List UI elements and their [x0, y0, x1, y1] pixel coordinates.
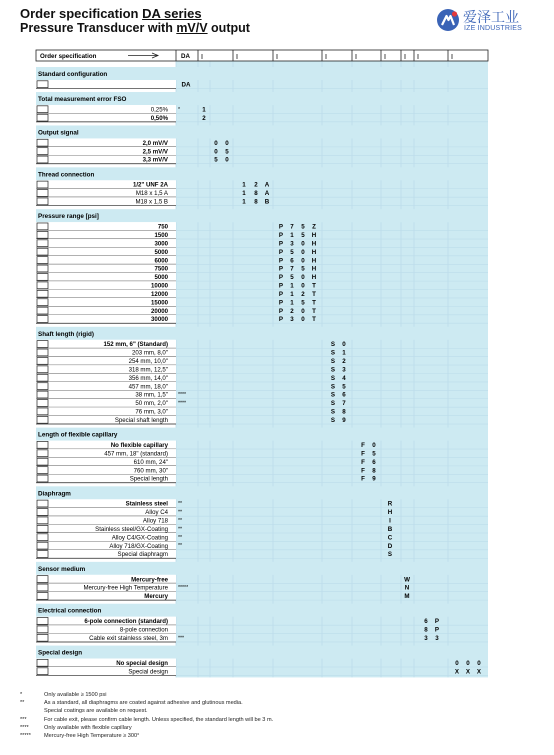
- option-label: M18 x 1,5 B: [135, 198, 168, 206]
- order-code-char: 6: [290, 257, 294, 265]
- section-header-band: [36, 209, 488, 222]
- option-label: 0,25%: [150, 106, 168, 114]
- order-code-char: 1: [290, 290, 294, 298]
- row-label-cell: [36, 80, 176, 88]
- order-code-char: 0: [477, 659, 481, 667]
- order-code-char: R: [387, 500, 393, 508]
- document-title: Order specification DA series: [20, 6, 202, 21]
- order-code-char: 0: [342, 341, 346, 349]
- order-code-char: 2: [301, 290, 305, 298]
- order-code-char: S: [330, 366, 336, 374]
- footnote-mark: *: [20, 692, 23, 698]
- section-title: Pressure range [psi]: [38, 213, 99, 221]
- order-code-char: 5: [301, 232, 305, 239]
- option-label: Alloy C4/GX-Coating: [111, 534, 168, 542]
- option-label: Special design: [128, 668, 168, 676]
- order-code-char: F: [361, 442, 365, 450]
- section-title: Sensor medium: [38, 565, 86, 573]
- option-label: 12000: [151, 290, 168, 298]
- option-checkbox: [37, 500, 48, 507]
- option-checkbox: [37, 593, 48, 600]
- option-checkbox: [37, 316, 48, 323]
- row-label-cell: [36, 222, 176, 230]
- order-code-char: T: [312, 290, 316, 298]
- option-label: Mercury-free High Temperature: [83, 584, 168, 592]
- option-checkbox: [37, 626, 48, 633]
- option-label: 8-pole connection: [119, 626, 168, 634]
- order-code-char: 4: [342, 374, 346, 382]
- section-title: Diaphragm: [38, 490, 71, 498]
- section-header-band: [36, 125, 488, 138]
- section-header-band: [36, 646, 488, 659]
- option-label: 3,3 mV/V: [142, 156, 168, 164]
- option-checkbox: [37, 290, 48, 297]
- order-code-char: P: [278, 299, 284, 307]
- order-code-char: 1: [342, 349, 346, 357]
- option-footnote-mark: *****: [178, 585, 189, 592]
- option-label: 50 mm, 2,0": [135, 400, 168, 408]
- order-code-char: 0: [301, 316, 305, 324]
- option-checkbox: [37, 576, 48, 583]
- order-code-char: 0: [225, 156, 229, 164]
- option-label: 356 mm, 14,0": [128, 374, 168, 382]
- order-code-char: H: [311, 274, 317, 282]
- option-checkbox: [37, 114, 48, 121]
- order-code-char: 0: [301, 240, 305, 248]
- order-code-char: P: [434, 618, 440, 626]
- order-code-char: N: [404, 584, 410, 592]
- order-code-char: 5: [214, 156, 218, 164]
- order-code-char: S: [330, 383, 336, 391]
- footnote-text: Mercury-free High Temperature ≥ 300°: [44, 733, 140, 740]
- option-checkbox: [37, 416, 48, 423]
- order-code-char: 3: [342, 366, 346, 374]
- order-code-char: W: [404, 576, 410, 584]
- order-code-char: 8: [342, 408, 346, 416]
- option-footnote-mark: **: [178, 509, 183, 516]
- order-code-char: 1: [242, 190, 246, 198]
- order-code-char: T: [312, 299, 316, 307]
- option-label: 6000: [154, 257, 168, 265]
- order-code-char: DA: [181, 81, 191, 89]
- option-label: 760 mm, 30": [133, 467, 168, 475]
- order-code-char: H: [311, 265, 317, 273]
- option-label: 610 mm, 24": [133, 458, 168, 466]
- order-code-char: S: [330, 408, 336, 416]
- section-header-band: [36, 562, 488, 575]
- section-title: Output signal: [38, 129, 79, 137]
- section-title: Standard configuration: [38, 71, 108, 78]
- order-code-char: P: [278, 282, 284, 290]
- option-checkbox: [37, 223, 48, 230]
- option-label: Cable exit stainless steel, 3m: [89, 634, 168, 642]
- option-checkbox: [37, 257, 48, 264]
- option-label: Mercury: [144, 593, 168, 601]
- section-title: Electrical connection: [38, 607, 102, 615]
- option-label: Alloy 718/GX-Coating: [109, 542, 168, 550]
- order-code-char: D: [387, 542, 393, 550]
- footnote-text: Only available ≥ 1500 psi: [44, 692, 107, 698]
- order-code-char: 8: [424, 626, 428, 634]
- option-label: 2,5 mV/V: [142, 148, 168, 156]
- footnote-text: Only available with flexible capillary: [44, 725, 132, 731]
- option-footnote-mark: **: [178, 517, 183, 524]
- option-label: No special design: [116, 659, 168, 667]
- order-code-char: 0: [455, 659, 459, 667]
- order-code-char: S: [330, 374, 336, 382]
- option-label: 0,50%: [150, 114, 168, 122]
- option-checkbox: [37, 391, 48, 398]
- order-code-char: 0: [466, 659, 470, 667]
- option-label: Alloy C4: [145, 509, 168, 517]
- option-label: 20000: [151, 307, 168, 315]
- order-code-char: P: [278, 257, 284, 265]
- order-code-char: F: [361, 450, 365, 458]
- order-code-char: 8: [254, 190, 258, 198]
- order-code-char: 0: [372, 442, 376, 450]
- order-code-char: 7: [290, 265, 294, 273]
- order-code-char: A: [264, 181, 270, 189]
- option-checkbox: [37, 408, 48, 415]
- option-checkbox: [37, 509, 48, 516]
- order-code-char: 0: [301, 307, 305, 315]
- section-header-band: [36, 486, 488, 499]
- order-code-char: 5: [372, 450, 376, 458]
- option-checkbox: [37, 349, 48, 356]
- order-code-char: 0: [301, 248, 305, 256]
- order-code-char: 5: [290, 274, 294, 282]
- option-checkbox: [37, 374, 48, 381]
- order-code-char: 6: [342, 391, 346, 399]
- order-code-char: 1: [290, 282, 294, 290]
- order-code-char: 1: [242, 181, 246, 189]
- logo-name-cn: 爱泽工业: [463, 10, 519, 26]
- option-checkbox: [37, 139, 48, 146]
- order-code-char: 8: [372, 467, 376, 475]
- option-checkbox: [37, 525, 48, 532]
- section-header-band: [36, 604, 488, 617]
- order-code-char: 0: [225, 139, 229, 147]
- option-checkbox: [37, 282, 48, 289]
- order-row-bg: [36, 50, 488, 61]
- order-code-char: S: [330, 341, 336, 349]
- order-code-char: 2: [342, 358, 346, 366]
- footnote-text: Special coatings are available on request.: [44, 708, 148, 715]
- order-code-char: 5: [225, 148, 229, 156]
- option-label: 318 mm, 12,5": [128, 366, 168, 374]
- order-code-char: S: [330, 358, 336, 366]
- order-code-char: 2: [202, 114, 206, 122]
- order-code-char: 3: [290, 240, 294, 248]
- order-code-char: X: [476, 668, 482, 676]
- order-code-char: H: [311, 257, 317, 265]
- option-checkbox: [37, 383, 48, 390]
- order-code-char: H: [311, 240, 317, 248]
- option-footnote-mark: **: [178, 526, 183, 533]
- option-checkbox: [37, 274, 48, 281]
- option-checkbox: [37, 458, 48, 465]
- footnote-mark: *****: [20, 733, 31, 740]
- document-subtitle: Pressure Transducer with mV/V output: [20, 21, 250, 35]
- order-code-char: X: [465, 668, 471, 676]
- order-code-char: 6: [424, 618, 428, 626]
- option-checkbox: [37, 81, 48, 88]
- section-title: Special design: [38, 649, 83, 657]
- footnote-mark: ***: [20, 716, 27, 723]
- option-checkbox: [37, 366, 48, 373]
- option-checkbox: [37, 517, 48, 524]
- order-code-char: P: [278, 265, 284, 273]
- section-title: Length of flexible capillary: [38, 431, 118, 439]
- option-checkbox: [37, 659, 48, 666]
- order-code-char: 0: [301, 257, 305, 265]
- order-code-char: 2: [290, 307, 294, 315]
- order-code-char: 3: [290, 316, 294, 324]
- option-footnote-mark: **: [178, 543, 183, 550]
- order-code-char: S: [330, 349, 336, 357]
- footnote-text: For cable exit, please confirm cable length. Unless specified, the standard length will be 3 m.: [44, 716, 274, 723]
- order-code-char: S: [330, 400, 336, 408]
- order-code-char: 1: [290, 299, 294, 307]
- footnote-text: As a standard, all diaphragms are coated against adhesive and glutinous media.: [44, 700, 243, 707]
- option-label: 457 mm, 18" (standard): [104, 450, 168, 458]
- order-code-char: I: [389, 517, 391, 525]
- option-label: 76 mm, 3,0": [135, 408, 168, 416]
- option-label: 1/2" UNF 2A: [132, 181, 168, 189]
- order-code-char: B: [387, 525, 393, 533]
- footnote-mark: **: [20, 700, 25, 707]
- order-code-char: P: [278, 274, 284, 282]
- order-code-char: 0: [214, 139, 218, 147]
- option-checkbox: [37, 400, 48, 407]
- order-code-char: 1: [290, 232, 294, 239]
- option-checkbox: [37, 248, 48, 255]
- option-checkbox: [37, 551, 48, 558]
- order-code-char: S: [330, 417, 336, 424]
- option-label: 7500: [154, 265, 168, 273]
- option-label: 254 mm, 10,0": [128, 358, 168, 366]
- order-row-label: Order specification: [40, 53, 97, 60]
- order-code-char: F: [361, 458, 365, 466]
- option-checkbox: [37, 307, 48, 314]
- option-checkbox: [37, 240, 48, 247]
- option-label: 10000: [151, 282, 168, 290]
- order-code-char: Z: [312, 223, 316, 231]
- order-code-char: A: [264, 190, 270, 198]
- option-footnote-mark: ***: [178, 635, 185, 642]
- order-row-code: DA: [181, 53, 190, 60]
- section-header-band: [36, 167, 488, 180]
- order-code-char: 5: [290, 248, 294, 256]
- option-label: Alloy 718: [142, 517, 168, 525]
- order-code-char: B: [264, 198, 270, 206]
- option-checkbox: [37, 156, 48, 163]
- order-code-char: 5: [301, 299, 305, 307]
- option-footnote-mark: **: [178, 534, 183, 541]
- option-checkbox: [37, 148, 48, 155]
- option-label: 30000: [151, 316, 168, 324]
- order-code-char: 0: [301, 282, 305, 290]
- option-checkbox: [37, 341, 48, 348]
- option-checkbox: [37, 441, 48, 448]
- order-code-char: 1: [202, 106, 206, 114]
- option-checkbox: [37, 618, 48, 625]
- order-code-char: F: [361, 467, 365, 475]
- order-code-char: 5: [342, 383, 346, 391]
- order-code-char: P: [278, 248, 284, 256]
- option-checkbox: [37, 265, 48, 272]
- order-code-char: H: [387, 509, 393, 517]
- order-code-char: 9: [342, 417, 346, 424]
- order-code-char: 7: [290, 223, 294, 231]
- option-label: Stainless steel: [125, 500, 168, 508]
- option-checkbox: [37, 634, 48, 641]
- order-code-char: P: [278, 307, 284, 315]
- option-checkbox: [37, 450, 48, 457]
- footnote-mark: ****: [20, 725, 29, 731]
- order-code-char: F: [361, 475, 365, 483]
- order-code-char: 1: [242, 198, 246, 206]
- option-label: Special length: [129, 475, 168, 483]
- order-code-char: 8: [254, 198, 258, 206]
- order-code-char: S: [387, 551, 393, 559]
- section-header-band: [36, 327, 488, 340]
- order-code-char: 7: [342, 400, 346, 408]
- option-footnote-mark: ****: [178, 400, 187, 407]
- order-code-char: C: [387, 534, 393, 542]
- option-label: Special shaft length: [114, 417, 168, 424]
- order-code-char: 3: [424, 634, 428, 642]
- option-footnote-mark: *: [178, 106, 181, 113]
- order-code-char: T: [312, 282, 316, 290]
- option-label: Mercury-free: [131, 576, 168, 584]
- order-code-char: T: [312, 316, 316, 324]
- order-code-char: P: [278, 290, 284, 298]
- logo-name-en: IZE INDUSTRIES: [464, 25, 523, 32]
- option-label: 5000: [154, 274, 168, 282]
- order-code-char: 5: [301, 223, 305, 231]
- option-label: Special diaphragm: [117, 551, 168, 559]
- option-checkbox: [37, 668, 48, 675]
- option-label: 750: [157, 223, 168, 231]
- order-code-char: T: [312, 307, 316, 315]
- option-checkbox: [37, 181, 48, 188]
- option-checkbox: [37, 475, 48, 482]
- order-code-char: H: [311, 248, 317, 256]
- order-code-char: M: [404, 593, 410, 601]
- order-code-char: P: [278, 232, 284, 239]
- order-code-char: P: [278, 223, 284, 231]
- order-code-char: 5: [301, 265, 305, 273]
- option-footnote-mark: ****: [178, 392, 187, 399]
- option-label: 2,0 mV/V: [142, 139, 168, 147]
- option-checkbox: [37, 534, 48, 541]
- option-footnote-mark: **: [178, 501, 183, 508]
- order-code-char: 0: [214, 148, 218, 156]
- order-code-char: P: [278, 316, 284, 324]
- order-code-char: 0: [301, 274, 305, 282]
- option-label: 6-pole connection (standard): [84, 618, 168, 626]
- option-checkbox: [37, 106, 48, 113]
- order-code-char: 6: [372, 458, 376, 466]
- option-checkbox: [37, 542, 48, 549]
- option-checkbox: [37, 198, 48, 205]
- option-checkbox: [37, 357, 48, 364]
- section-title: Total measurement error FSO: [38, 96, 127, 104]
- order-code-char: 2: [254, 181, 258, 189]
- option-checkbox: [37, 190, 48, 197]
- order-code-char: P: [278, 240, 284, 248]
- section-title: Thread connection: [38, 171, 95, 179]
- option-label: 1500: [154, 232, 168, 239]
- section-title: Shaft length (rigid): [38, 330, 94, 338]
- option-checkbox: [37, 584, 48, 591]
- option-label: 5000: [154, 248, 168, 256]
- order-code-char: P: [434, 626, 440, 634]
- option-checkbox: [37, 299, 48, 306]
- order-code-char: X: [454, 668, 460, 676]
- option-label: 152 mm, 6" (Standard): [103, 341, 168, 349]
- order-code-char: 9: [372, 475, 376, 483]
- option-label: 457 mm, 18,0": [128, 383, 168, 391]
- order-code-char: S: [330, 391, 336, 399]
- option-label: 15000: [151, 299, 168, 307]
- option-label: Stainless steel/GX-Coating: [95, 525, 168, 533]
- option-label: 38 mm, 1,5": [135, 391, 168, 399]
- option-label: No flexible capillary: [110, 442, 168, 450]
- option-checkbox: [37, 231, 48, 238]
- option-label: M18 x 1,5 A: [135, 190, 168, 198]
- option-checkbox: [37, 467, 48, 474]
- option-label: 3000: [154, 240, 168, 248]
- order-code-char: 3: [435, 634, 439, 642]
- order-code-char: H: [311, 232, 317, 239]
- option-label: 203 mm, 8,0": [131, 349, 168, 357]
